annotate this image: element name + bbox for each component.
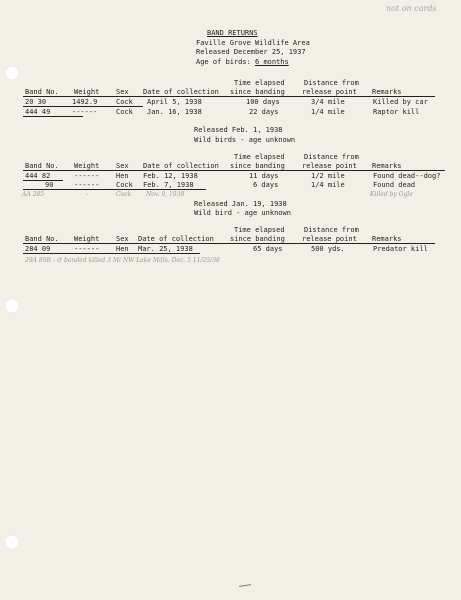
pencil-note-top: not on cards	[386, 4, 437, 13]
age-line-1	[196, 58, 289, 66]
cell-band: 444 82	[25, 172, 51, 180]
pencil-mark	[239, 584, 251, 587]
cell-sex: Cock	[116, 108, 133, 116]
cell-band: 20 30	[25, 98, 47, 106]
header-date: Date of collection	[138, 235, 214, 243]
age-line-2: Wild birds - age unknown	[194, 136, 296, 144]
cell-remarks: Raptor kill	[373, 108, 420, 116]
cell-distance: 1/4 mile	[311, 181, 345, 189]
cell-remarks: Predator kill	[373, 245, 428, 253]
cell-band: 444 49	[25, 108, 51, 116]
cell-distance: 3/4 mile	[311, 98, 345, 106]
header-dist-l1: Distance from	[304, 226, 359, 234]
header-band: Band No.	[25, 235, 59, 243]
handwritten-date: Nov. 9, 1938	[146, 191, 185, 198]
cell-time: 22 days	[249, 108, 279, 116]
handwritten-entry: 29A 89B - ♂ banded killed 3 Mi NW Lake Mills. Dec. 5 11/25/38	[25, 257, 220, 264]
header-rule	[23, 170, 445, 171]
header-time-l2: since banding	[230, 162, 285, 170]
cell-time: 6 days	[253, 181, 279, 189]
cell-band: 90	[45, 181, 54, 189]
header-remarks: Remarks	[372, 88, 402, 96]
cell-sex: Hen	[116, 172, 129, 180]
cell-remarks: Killed by car	[373, 98, 428, 106]
header-date: Date of collection	[143, 162, 219, 170]
cell-date: Feb. 7, 1938	[143, 181, 194, 189]
cell-sex: Cock	[116, 181, 133, 189]
row-underline	[23, 180, 63, 181]
release-date-2: Released Feb. 1, 1938	[194, 126, 283, 134]
row-underline	[23, 253, 200, 254]
cell-distance: 500 yds.	[311, 245, 345, 253]
row-underline	[23, 106, 143, 107]
header-sex: Sex	[116, 162, 129, 170]
punch-hole	[5, 299, 19, 313]
header-remarks: Remarks	[372, 162, 402, 170]
punch-hole	[5, 535, 19, 549]
header-band: Band No.	[25, 88, 59, 96]
cell-time: 65 days	[253, 245, 283, 253]
cell-distance: 1/4 mile	[311, 108, 345, 116]
cell-date: Mar. 25, 1938	[138, 245, 193, 253]
handwritten-weight: -	[86, 191, 89, 198]
cell-remarks: Found dead	[373, 181, 416, 189]
header-band: Band No.	[25, 162, 59, 170]
header-time-l2: since banding	[230, 235, 285, 243]
header-sex: Sex	[116, 88, 129, 96]
cell-sex: Cock	[116, 98, 133, 106]
header-remarks: Remarks	[372, 235, 402, 243]
header-date: Date of collection	[143, 88, 219, 96]
cell-sex: Hen	[116, 245, 129, 253]
document-title: BAND RETURNS	[207, 29, 258, 37]
punch-hole	[5, 66, 19, 80]
header-rule	[23, 96, 435, 97]
age-value: 6 months	[255, 58, 289, 66]
release-date-1: Released December 25, 1937	[196, 48, 306, 56]
cell-distance: 1/2 mile	[311, 172, 345, 180]
header-dist-l2: release point	[302, 88, 357, 96]
cell-weight: 1492.9	[72, 98, 98, 106]
header-time-l1: Time elapsed	[234, 226, 285, 234]
cell-remarks: Found dead--dog?	[373, 172, 441, 180]
area-name: Faville Grove Wildlife Area	[196, 39, 310, 47]
header-weight: Weight	[74, 88, 100, 96]
cell-time: 11 days	[249, 172, 279, 180]
header-dist-l2: release point	[302, 162, 357, 170]
cell-band: 284 09	[25, 245, 51, 253]
row-underline	[23, 189, 206, 190]
row-underline	[23, 116, 83, 117]
header-weight: Weight	[74, 162, 100, 170]
cell-weight: ------	[72, 108, 98, 116]
cell-weight: ------	[74, 172, 100, 180]
header-time-l2: since banding	[230, 88, 285, 96]
header-sex: Sex	[116, 235, 129, 243]
age-label: Age of birds:	[196, 58, 251, 66]
header-time-l1: Time elapsed	[234, 79, 285, 87]
handwritten-band: AA 285	[22, 191, 45, 198]
release-date-3: Released Jan. 19, 1938	[194, 200, 287, 208]
header-dist-l1: Distance from	[304, 79, 359, 87]
header-time-l1: Time elapsed	[234, 153, 285, 161]
age-line-3: Wild bird - age unknown	[194, 209, 291, 217]
cell-date: April 5, 1938	[147, 98, 202, 106]
cell-weight: ------	[74, 181, 100, 189]
handwritten-sex: Cock	[116, 191, 132, 198]
header-dist-l2: release point	[302, 235, 357, 243]
header-rule	[23, 243, 435, 244]
header-dist-l1: Distance from	[304, 153, 359, 161]
header-weight: Weight	[74, 235, 100, 243]
cell-date: Jan. 16, 1938	[147, 108, 202, 116]
cell-date: Feb. 12, 1938	[143, 172, 198, 180]
handwritten-remarks: Killed by Ogle	[370, 191, 413, 198]
cell-weight: ------	[74, 245, 100, 253]
cell-time: 100 days	[246, 98, 280, 106]
